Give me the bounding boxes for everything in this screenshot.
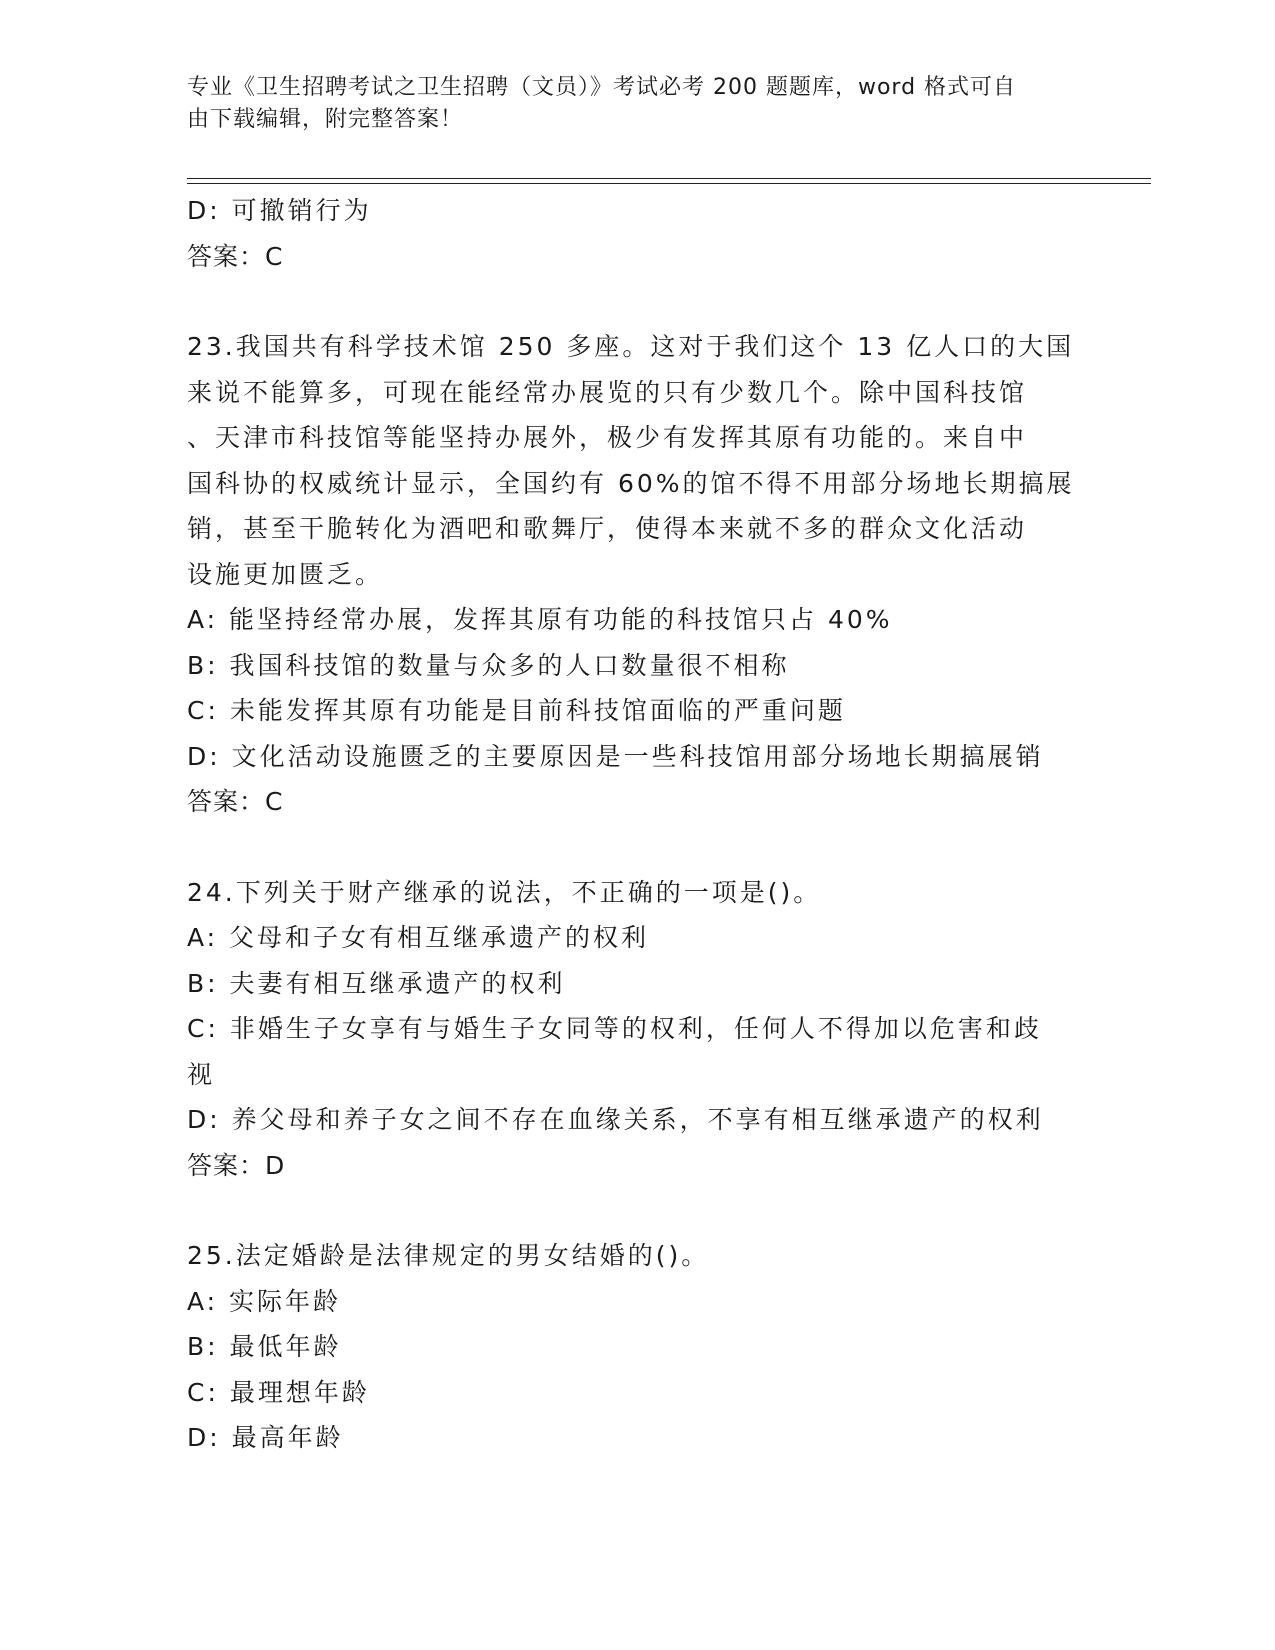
question-24-option-b: B: 夫妻有相互继承遗产的权利 xyxy=(187,968,566,998)
question-25-option-c: C: 最理想年龄 xyxy=(187,1377,370,1407)
question-23-option-a: A: 能坚持经常办展，发挥其原有功能的科技馆只占 40% xyxy=(187,605,893,634)
question-23-stem-line: 国科协的权威统计显示，全国约有 60%的馆不得不用部分场地长期搞展 xyxy=(187,468,1075,498)
question-24-option-d: D: 养父母和养子女之间不存在血缘关系，不享有相互继承遗产的权利 xyxy=(187,1105,1044,1134)
question-25-option-b: B: 最低年龄 xyxy=(187,1332,342,1361)
question-23-option-d: D: 文化活动设施匮乏的主要原因是一些科技馆用部分场地长期搞展销 xyxy=(187,741,1044,771)
spacer xyxy=(187,1188,1087,1233)
header-rule-bottom xyxy=(187,183,1151,184)
question-23-option-b: B: 我国科技馆的数量与众多的人口数量很不相称 xyxy=(187,650,790,680)
question-24-stem: 24.下列关于财产继承的说法，不正确的一项是()。 xyxy=(187,877,822,907)
question-24-option-c: C: 非婚生子女享有与婚生子女同等的权利，任何人不得加以危害和歧 xyxy=(187,1014,1042,1043)
question-24-option-a: A: 父母和子女有相互继承遗产的权利 xyxy=(187,923,650,952)
header-rule-top xyxy=(187,178,1151,179)
question-23-stem-line: 销，甚至干脆转化为酒吧和歌舞厅，使得本来就不多的群众文化活动 xyxy=(187,514,1028,543)
header-line-1: 专业《卫生招聘考试之卫生招聘（文员）》考试必考 200 题题库，word 格式可自 xyxy=(187,75,1017,100)
question-25 xyxy=(187,1233,1087,1461)
question-23-stem-line: 、天津市科技馆等能坚持办展外，极少有发挥其原有功能的。来自中 xyxy=(187,423,1028,452)
page-header xyxy=(187,72,1067,136)
question-23 xyxy=(187,324,1087,825)
question-24-option-c-continued: 视 xyxy=(187,1059,216,1089)
question-23-stem-line: 设施更加匮乏。 xyxy=(187,559,384,589)
header-line-2: 由下载编辑，附完整答案！ xyxy=(187,107,464,132)
spacer xyxy=(187,279,1087,324)
prev-option-d: D: 可撤销行为 xyxy=(187,196,372,225)
question-23-stem-line: 23.我国共有科学技术馆 250 多座。这对于我们这个 13 亿人口的大国 xyxy=(187,332,1075,361)
question-23-stem-line: 来说不能算多，可现在能经常办展览的只有少数几个。除中国科技馆 xyxy=(187,377,1028,407)
question-23-answer: 答案：C xyxy=(187,787,284,816)
question-25-option-d: D: 最高年龄 xyxy=(187,1423,344,1452)
spacer xyxy=(187,825,1087,870)
question-24 xyxy=(187,870,1087,1189)
question-24-answer: 答案：D xyxy=(187,1150,286,1180)
prev-answer: 答案：C xyxy=(187,241,284,271)
question-23-option-c: C: 未能发挥其原有功能是目前科技馆面临的严重问题 xyxy=(187,696,846,725)
question-content xyxy=(187,188,1087,1461)
question-25-stem: 25.法定婚龄是法律规定的男女结婚的()。 xyxy=(187,1241,710,1270)
question-25-option-a: A: 实际年龄 xyxy=(187,1286,342,1316)
